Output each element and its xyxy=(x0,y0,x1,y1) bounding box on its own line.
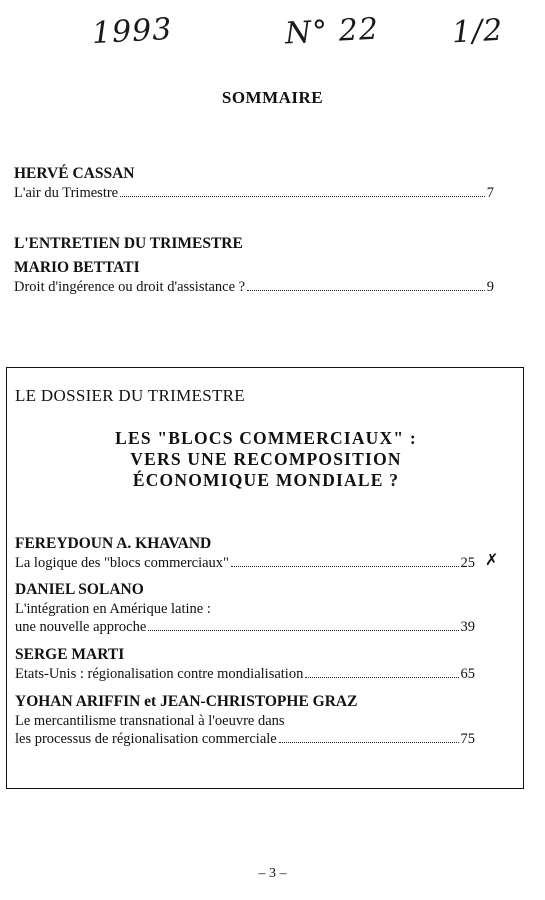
leader-dots xyxy=(247,290,485,291)
leader-dots xyxy=(305,677,458,678)
leader-dots xyxy=(231,566,459,567)
entry-page: 9 xyxy=(486,279,494,295)
entry-line xyxy=(14,184,494,202)
leader-dots xyxy=(279,742,459,743)
entry-line xyxy=(14,278,494,296)
handwritten-check-mark: ✗ xyxy=(485,550,499,569)
handwritten-year: 1993 xyxy=(91,11,174,52)
entry-line xyxy=(15,730,475,748)
handwritten-issue-number: N° 22 xyxy=(284,11,380,52)
dossier-title-line: LES "BLOCS COMMERCIAUX" : xyxy=(115,428,417,448)
page-title: SOMMAIRE xyxy=(221,88,324,107)
dossier-entry-solano xyxy=(15,580,475,636)
dossier-title-line: ÉCONOMIQUE MONDIALE ? xyxy=(132,470,400,490)
entry-page: 7 xyxy=(486,185,494,201)
entry-text: L'intégration en Amérique latine : xyxy=(15,601,211,617)
entry-page: 25 xyxy=(460,555,475,571)
dossier-label: LE DOSSIER DU TRIMESTRE xyxy=(15,386,245,405)
entry-line xyxy=(15,618,475,636)
entry-text: La logique des "blocs commerciaux" xyxy=(15,555,229,571)
entry-page: 65 xyxy=(460,666,475,682)
entry-text: les processus de régionalisation commerciale xyxy=(15,731,277,747)
toc-entry-cassan xyxy=(14,164,494,202)
entry-text: L'air du Trimestre xyxy=(14,185,119,201)
entry-author: FEREYDOUN A. KHAVAND xyxy=(15,535,212,552)
entry-line xyxy=(15,665,475,683)
entry-line xyxy=(15,550,499,572)
entry-page: 75 xyxy=(460,731,475,747)
dossier-box xyxy=(6,367,524,789)
entry-author: MARIO BETTATI xyxy=(14,259,140,276)
leader-dots xyxy=(148,630,458,631)
entry-author: YOHAN ARIFFIN et JEAN-CHRISTOPHE GRAZ xyxy=(15,693,358,710)
dossier-entry-ariffin-graz xyxy=(15,692,475,748)
entry-text: Droit d'ingérence ou droit d'assistance ? xyxy=(14,279,246,295)
handwritten-part: 1/2 xyxy=(451,12,505,51)
entry-text: une nouvelle approche xyxy=(15,619,147,635)
entry-text: Etats-Unis : régionalisation contre mondialisation xyxy=(15,666,304,682)
entry-author: DANIEL SOLANO xyxy=(15,581,144,598)
dossier-title-line: VERS UNE RECOMPOSITION xyxy=(130,449,402,469)
entry-author: SERGE MARTI xyxy=(15,646,125,663)
entry-author: HERVÉ CASSAN xyxy=(14,165,135,182)
dossier-title xyxy=(7,428,525,491)
entry-text: Le mercantilisme transnational à l'oeuvre dans xyxy=(15,713,285,729)
dossier-entry-marti xyxy=(15,645,475,683)
section-label-entretien: L'ENTRETIEN DU TRIMESTRE xyxy=(14,235,243,252)
page-number: – 3 – xyxy=(258,866,287,881)
leader-dots xyxy=(120,196,485,197)
toc-entry-bettati xyxy=(14,234,494,296)
dossier-entry-khavand xyxy=(15,534,499,572)
entry-page: 39 xyxy=(460,619,475,635)
